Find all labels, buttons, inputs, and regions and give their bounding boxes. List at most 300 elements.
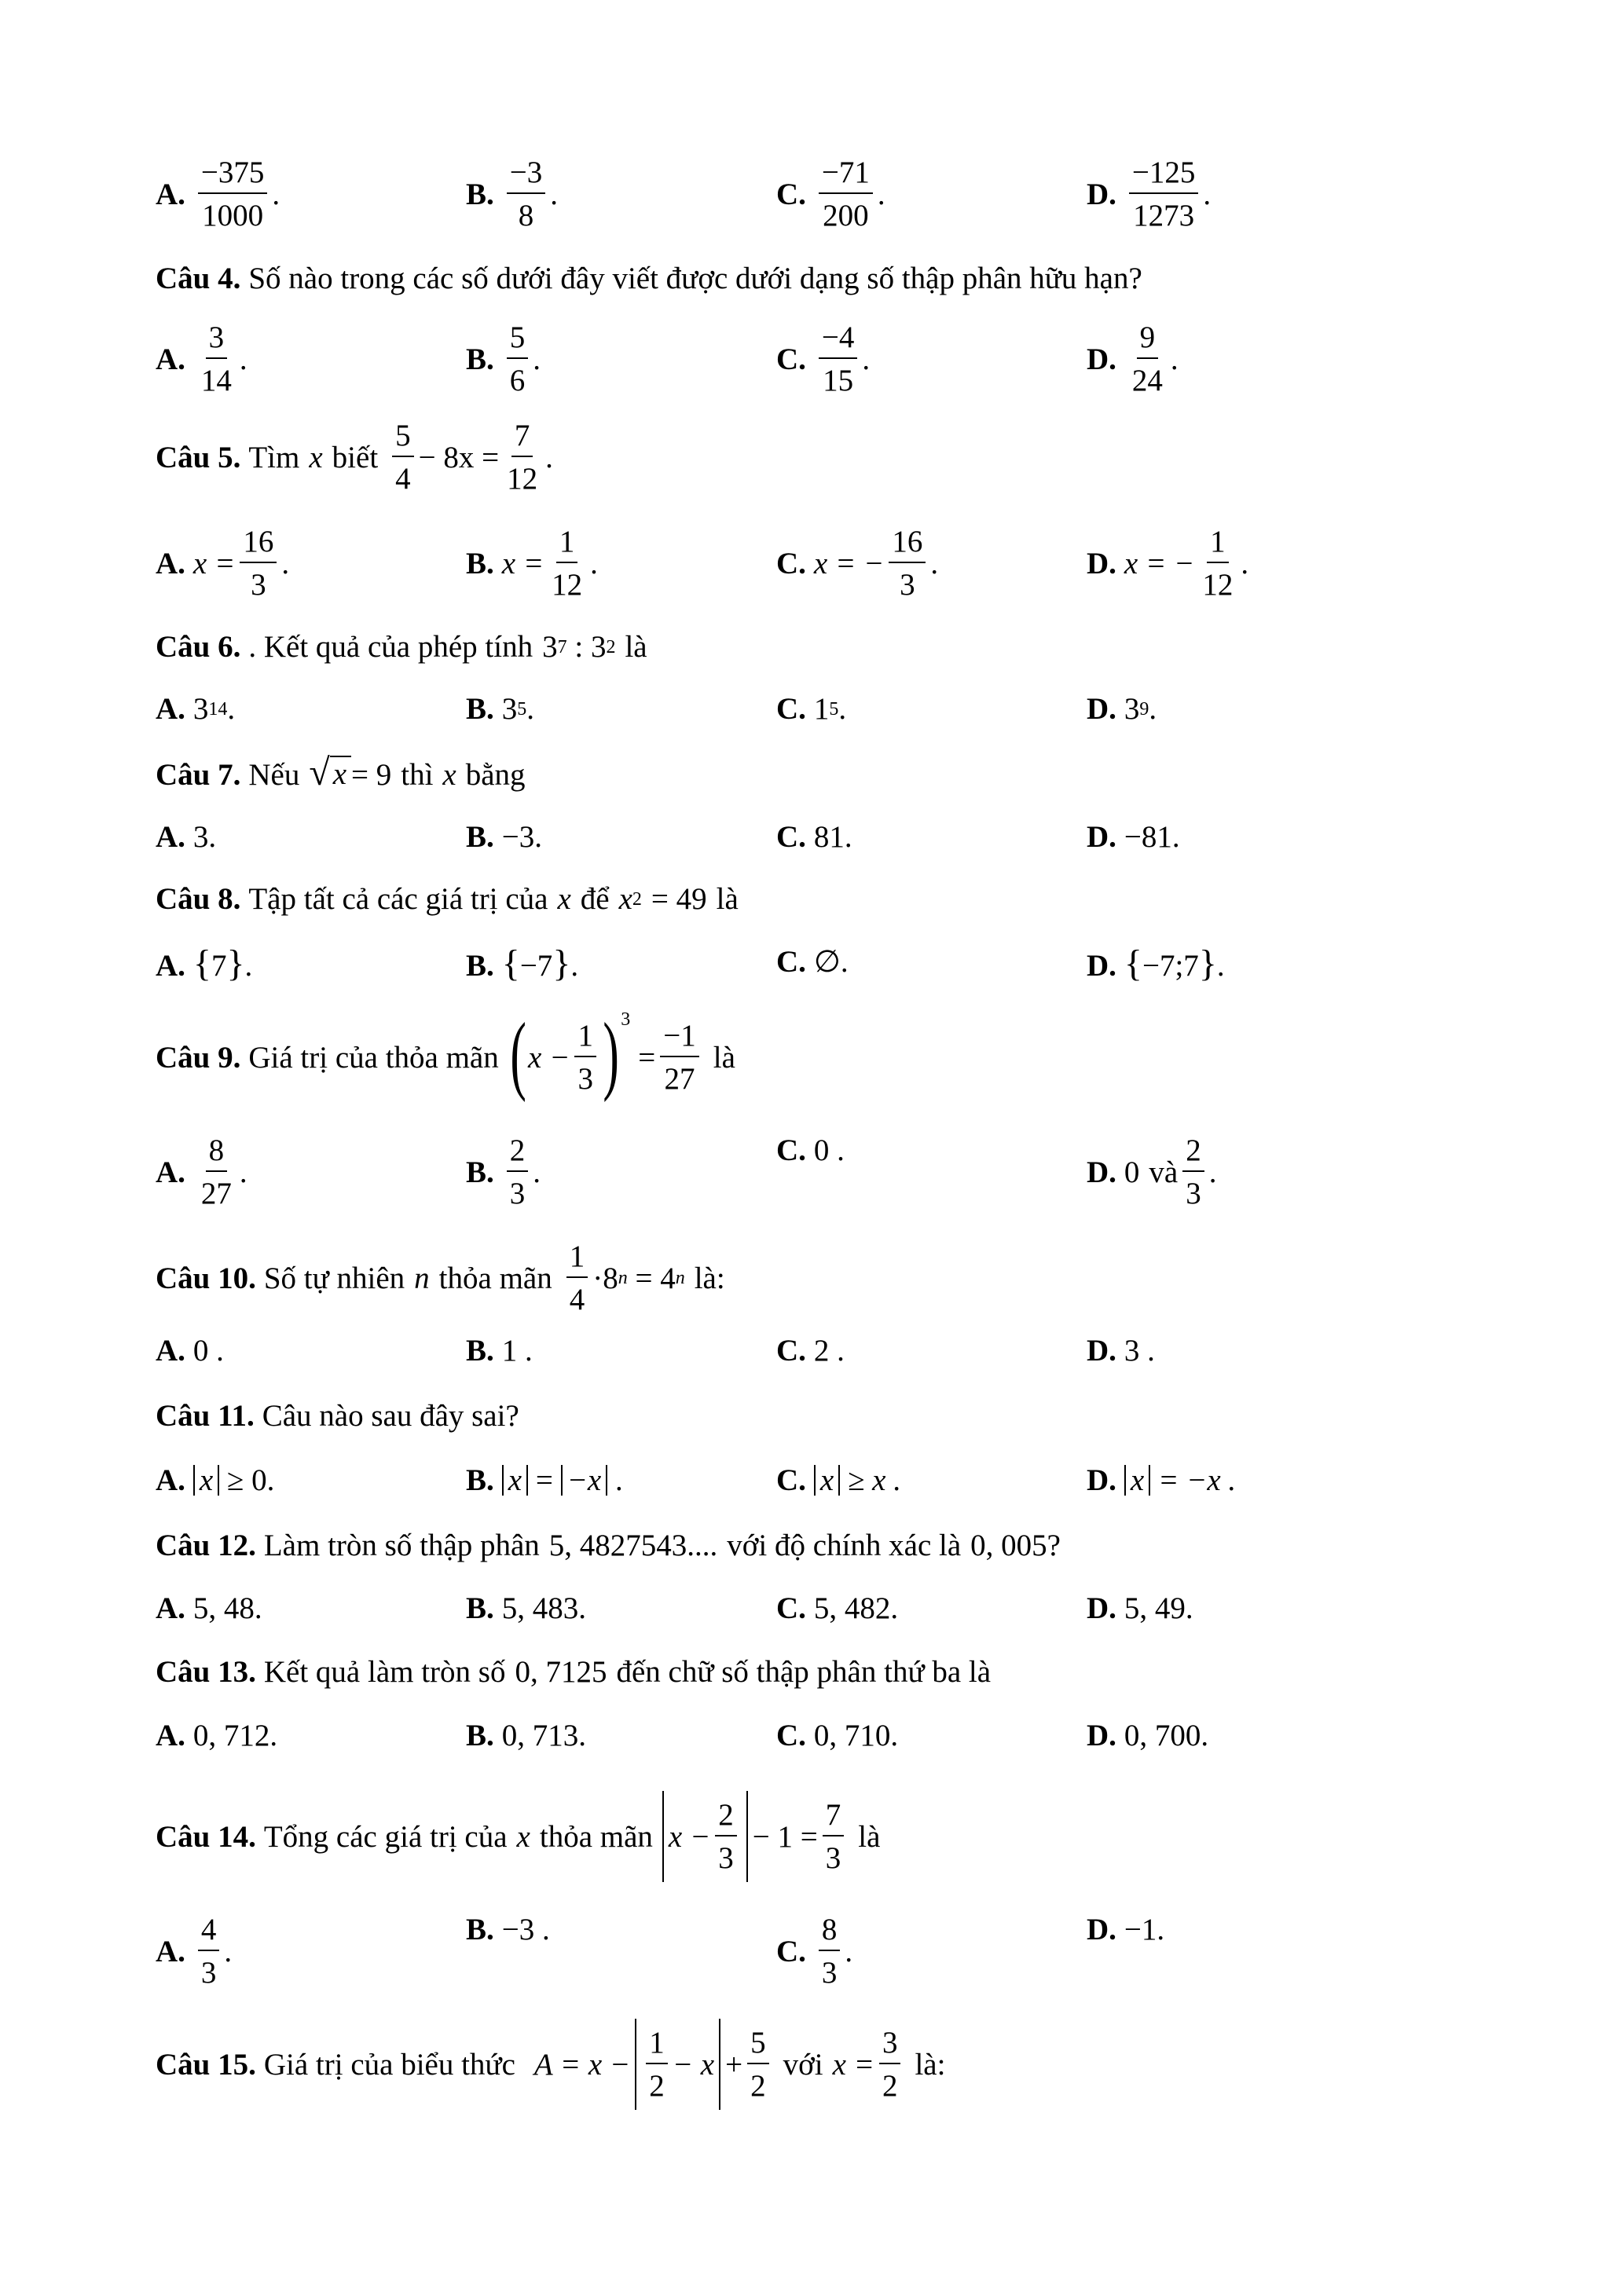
option-label: C. [776, 1463, 806, 1497]
question-text: Tập tất cả các giá trị của [248, 882, 548, 916]
equation-part: x = − [1124, 546, 1195, 580]
question-text: Số tự nhiên [263, 1261, 405, 1295]
option-value: −81. [1124, 820, 1180, 854]
option-label: B. [466, 1334, 494, 1368]
fraction [507, 1135, 529, 1209]
option-label: B. [466, 342, 494, 376]
q9-option-d[interactable] [1087, 1135, 1216, 1209]
numerator: 4 [198, 1914, 220, 1951]
q10-option-b[interactable] [466, 1335, 533, 1366]
punctuation: ? [1047, 1529, 1061, 1562]
operator: = [528, 1463, 561, 1497]
denominator: 4 [395, 462, 411, 496]
set-element: −7 [519, 948, 553, 983]
option-label: B. [466, 948, 494, 983]
numerator: 3 [879, 2027, 901, 2064]
punctuation: . [272, 177, 280, 211]
power-base: 1 [813, 692, 830, 726]
equation-part: − 8x = [418, 440, 500, 474]
q12-option-c[interactable] [776, 1593, 898, 1624]
q9-option-a[interactable] [156, 1135, 247, 1209]
punctuation: . [838, 692, 847, 726]
left-paren-icon: ( [510, 1005, 526, 1103]
q6-option-d[interactable]: D. 3 9 . [1087, 692, 1157, 726]
punctuation: . [533, 1155, 541, 1189]
numerator: 1 [566, 1241, 588, 1278]
q8-option-c[interactable] [776, 947, 849, 977]
equation-part: ≥ x . [840, 1463, 901, 1497]
option-label: D. [1087, 692, 1116, 726]
option-label: B. [466, 1591, 494, 1625]
q14-option-b[interactable] [466, 1914, 550, 1945]
option-value: 0 . [192, 1334, 224, 1368]
fraction [392, 420, 414, 494]
denominator: 3 [200, 1956, 217, 1990]
option-value: 5, 483. [501, 1591, 587, 1625]
q8-option-b[interactable] [466, 943, 579, 984]
punctuation: . [545, 440, 553, 474]
q4-option-a[interactable] [156, 322, 247, 396]
fraction [198, 1914, 220, 1988]
denominator: 2 [750, 2069, 766, 2103]
fraction [1129, 322, 1166, 396]
option-value: 3. [192, 820, 217, 854]
numerator: −71 [819, 157, 873, 194]
numerator: 1 [1207, 526, 1229, 563]
q7-option-c[interactable] [776, 822, 852, 852]
question-text: để [580, 882, 610, 916]
question-11 [156, 1401, 519, 1431]
power-base: 3 [590, 630, 607, 664]
option-value: 3 . [1124, 1334, 1155, 1368]
fraction [574, 1020, 596, 1094]
set-element: −7;7 [1142, 948, 1199, 983]
operator: : [566, 630, 591, 664]
denominator: 2 [649, 2069, 665, 2103]
question-text: Tìm [248, 440, 300, 474]
numerator: −125 [1129, 157, 1199, 194]
punctuation: . [1208, 1155, 1217, 1189]
question-6: Câu 6. . Kết quả của phép tính 3 7 : 3 2 là [156, 630, 647, 664]
power-base: 4 [660, 1261, 676, 1295]
option-label: A. [156, 1719, 185, 1752]
option-label: D. [1087, 177, 1116, 211]
question-text: . Kết quả của phép tính [248, 630, 533, 664]
power-base: 8 [603, 1261, 618, 1295]
option-label: B. [466, 1913, 494, 1946]
punctuation: . [550, 177, 559, 211]
punctuation: . [227, 692, 236, 726]
option-value: 1 . [501, 1334, 533, 1368]
absolute-value: x [1124, 1465, 1150, 1496]
question-text: thì [401, 757, 434, 792]
q12-option-a[interactable] [156, 1593, 262, 1624]
left-brace-icon: { [1124, 943, 1142, 984]
q6-option-a[interactable]: A. 3 14 . [156, 692, 236, 726]
q8-option-d[interactable] [1087, 943, 1225, 984]
question-9 [156, 1005, 735, 1103]
q3-option-c[interactable] [776, 157, 885, 231]
equation-part: ≥ 0. [219, 1463, 275, 1497]
question-number: Câu 5. [156, 440, 241, 474]
punctuation: . [607, 1463, 623, 1497]
numerator: 7 [511, 420, 533, 457]
option-label: C. [776, 1334, 806, 1368]
punctuation: . [244, 948, 253, 983]
option-label: B. [466, 820, 494, 854]
absolute-value: x [502, 1465, 528, 1496]
question-14 [156, 1791, 880, 1882]
variable: x [557, 882, 571, 916]
punctuation: . [930, 546, 939, 580]
set-element: 7 [211, 948, 227, 983]
question-4 [156, 263, 1142, 294]
q10-option-c[interactable] [776, 1335, 845, 1366]
option-label: C. [776, 1591, 806, 1625]
decimal-number: 0, 7125 [515, 1655, 607, 1689]
question-text: là: [694, 1261, 725, 1295]
power-base: x [618, 882, 632, 916]
question-text: với [783, 2047, 823, 2082]
q7-option-b[interactable] [466, 822, 542, 852]
punctuation: . [224, 1934, 233, 1968]
q14-option-d[interactable] [1087, 1914, 1164, 1945]
q9-option-b[interactable] [466, 1135, 541, 1209]
absolute-value [662, 1791, 748, 1882]
question-number: Câu 4. [156, 262, 241, 295]
variable: n [414, 1261, 430, 1295]
fraction [715, 1800, 737, 1873]
option-label: A. [156, 177, 185, 211]
punctuation: . [1241, 546, 1249, 580]
option-value: 0 . [813, 1133, 845, 1167]
numerator: 5 [507, 322, 529, 359]
option-label: A. [156, 1934, 185, 1968]
numerator: 5 [392, 420, 414, 457]
option-label: B. [466, 177, 494, 211]
punctuation: . [281, 546, 290, 580]
variable: x [309, 440, 323, 474]
numerator: 2 [1182, 1135, 1204, 1172]
q5-option-b[interactable] [466, 526, 598, 600]
question-text: Tổng các giá trị của [263, 1819, 508, 1854]
question-number: Câu 7. [156, 757, 241, 792]
question-text: với độ chính xác là [727, 1529, 962, 1562]
q5-option-a[interactable] [156, 526, 289, 600]
question-text: là [858, 1819, 881, 1854]
q13-option-d[interactable] [1087, 1720, 1208, 1751]
option-label: D. [1087, 948, 1116, 983]
denominator: 3 [821, 1956, 838, 1990]
question-text: Làm tròn số thập phân [263, 1529, 540, 1562]
denominator: 12 [507, 462, 538, 496]
numerator: 8 [206, 1135, 228, 1172]
numerator: −4 [819, 322, 858, 359]
q6-option-c[interactable]: C. 1 5 . [776, 692, 847, 726]
question-text: là [713, 1040, 735, 1075]
option-label: D. [1087, 342, 1116, 376]
numerator: 1 [646, 2027, 668, 2064]
q10-option-d[interactable] [1087, 1335, 1155, 1366]
option-label: D. [1087, 1913, 1116, 1946]
absolute-value [635, 2019, 720, 2110]
denominator: 27 [664, 1062, 695, 1096]
fraction [646, 2027, 668, 2101]
fraction [1182, 1135, 1204, 1209]
denominator: 3 [900, 568, 915, 602]
option-label: A. [156, 1334, 185, 1368]
variable: x [516, 1819, 530, 1854]
option-label: D. [1087, 1463, 1116, 1497]
option-value: 2 . [813, 1334, 845, 1368]
numerator: 16 [889, 526, 926, 563]
fraction [819, 157, 873, 231]
option-label: D. [1087, 546, 1116, 580]
q14-option-c[interactable] [776, 1914, 852, 1988]
q3-option-a[interactable] [156, 157, 280, 231]
radicand: x [330, 756, 351, 789]
right-brace-icon: } [226, 943, 245, 984]
option-label: C. [776, 177, 806, 211]
q3-option-b[interactable] [466, 157, 558, 231]
equation-part: x = [192, 546, 236, 580]
question-number: Câu 12. [156, 1529, 256, 1562]
decimal-number: 5, 4827543.... [548, 1529, 718, 1562]
exponent: 3 [621, 1009, 631, 1030]
fraction [198, 322, 235, 396]
equation-part: = [638, 1040, 656, 1075]
equation-part: = 49 [651, 882, 707, 916]
denominator: 3 [251, 568, 266, 602]
numerator: 1 [556, 526, 578, 563]
denominator: 4 [569, 1283, 585, 1316]
operator: + [725, 2047, 743, 2082]
radical-sign-icon: √ [309, 752, 330, 793]
question-13 [156, 1657, 991, 1687]
power-base: 3 [542, 630, 558, 664]
question-text: bằng [465, 757, 526, 792]
question-number: Câu 10. [156, 1261, 256, 1295]
punctuation: . [239, 1155, 247, 1189]
q4-option-d[interactable] [1087, 322, 1179, 396]
question-text: Giá trị của biểu thức [263, 2047, 515, 2082]
equation-part: − x [672, 2047, 715, 2082]
punctuation: . [877, 177, 885, 211]
absolute-value: −x [561, 1465, 608, 1496]
option-label: A. [156, 820, 185, 854]
q4-option-c[interactable] [776, 322, 870, 396]
option-value: −3. [501, 820, 543, 854]
denominator: 2 [882, 2069, 898, 2103]
fraction [198, 157, 268, 231]
fraction [823, 1800, 845, 1873]
option-label: B. [466, 692, 494, 726]
punctuation: . [239, 342, 247, 376]
option-label: B. [466, 1719, 494, 1752]
q14-option-a[interactable] [156, 1914, 232, 1988]
option-label: A. [156, 342, 185, 376]
option-label: C. [776, 945, 806, 979]
numerator: 2 [507, 1135, 529, 1172]
denominator: 3 [577, 1062, 593, 1096]
denominator: 3 [718, 1841, 734, 1875]
q11-option-d[interactable] [1087, 1465, 1236, 1496]
punctuation: . [570, 948, 579, 983]
fraction [819, 322, 858, 396]
question-number: Câu 8. [156, 882, 241, 916]
fraction [1129, 157, 1199, 231]
option-value: 5, 49. [1124, 1591, 1193, 1625]
question-text: là [625, 630, 647, 664]
numerator: −375 [198, 157, 268, 194]
equation-part: x = [501, 546, 544, 580]
numerator: 1 [574, 1020, 596, 1057]
question-5 [156, 420, 553, 494]
q5-option-c[interactable] [776, 526, 938, 600]
numerator: 16 [240, 526, 277, 563]
q11-option-b[interactable] [466, 1465, 623, 1496]
punctuation: . [1203, 177, 1212, 211]
q9-option-c[interactable] [776, 1135, 845, 1166]
denominator: 3 [509, 1177, 526, 1210]
option-label: B. [466, 546, 494, 580]
option-value: 5, 482. [813, 1591, 899, 1625]
option-label: C. [776, 1133, 806, 1167]
equation-part: − 1 = [752, 1819, 818, 1854]
option-label: A. [156, 546, 185, 580]
option-value: 0 [1124, 1155, 1140, 1189]
q13-option-b[interactable] [466, 1720, 586, 1751]
denominator: 24 [1131, 364, 1163, 397]
question-number: Câu 6. [156, 630, 241, 664]
q13-option-c[interactable] [776, 1720, 898, 1751]
denominator: 8 [518, 199, 534, 233]
option-label: A. [156, 692, 185, 726]
q10-option-a[interactable] [156, 1335, 224, 1366]
option-label: D. [1087, 820, 1116, 854]
fraction [879, 2027, 901, 2101]
equation-part: = 9 [351, 757, 392, 792]
fraction [504, 420, 541, 494]
question-10: Câu 10. Số tự nhiên n thỏa mãn $\frac{1}{4}$ · 8 n = 4 n là: [156, 1240, 725, 1316]
right-paren-icon: ) [603, 1005, 619, 1103]
question-number: Câu 11. [156, 1399, 255, 1433]
q7-option-d[interactable] [1087, 822, 1180, 852]
empty-set: ∅. [813, 945, 849, 979]
numerator: 8 [819, 1914, 841, 1951]
right-brace-icon: } [1198, 943, 1217, 984]
q4-option-b[interactable] [466, 322, 541, 396]
fraction [507, 157, 546, 231]
punctuation: . [845, 1934, 853, 1968]
q3-option-d[interactable] [1087, 157, 1211, 231]
question-text: Câu nào sau đây sai? [262, 1399, 519, 1433]
question-text: biết [332, 440, 379, 474]
option-label: D. [1087, 1719, 1116, 1752]
denominator: 12 [1202, 568, 1234, 602]
fraction [566, 1241, 588, 1315]
question-text: Nếu [248, 757, 300, 792]
denominator: 12 [552, 568, 583, 602]
punctuation: . [1216, 948, 1225, 983]
punctuation: . [533, 342, 541, 376]
question-15 [156, 2019, 945, 2110]
option-value: 0, 710. [813, 1719, 899, 1752]
equation-part: = −x . [1150, 1463, 1237, 1497]
option-label: A. [156, 1155, 185, 1189]
option-label: C. [776, 1934, 806, 1968]
equation-part: A = x − [533, 2047, 631, 2082]
q5-option-d[interactable] [1087, 526, 1248, 600]
option-value: 0, 700. [1124, 1719, 1209, 1752]
option-value: 5, 48. [192, 1591, 262, 1625]
punctuation: . [526, 692, 535, 726]
punctuation: . [862, 342, 871, 376]
power-base: 3 [1124, 692, 1140, 726]
operator: · [592, 1261, 603, 1295]
denominator: 3 [1186, 1177, 1201, 1210]
option-label: C. [776, 820, 806, 854]
question-text: thỏa mãn [438, 1261, 552, 1295]
option-value: −3 . [501, 1913, 550, 1946]
punctuation: . [1170, 342, 1179, 376]
q12-option-d[interactable] [1087, 1593, 1193, 1624]
fraction [507, 322, 529, 396]
punctuation: . [1149, 692, 1157, 726]
denominator: 1000 [202, 199, 264, 233]
numerator: 5 [747, 2027, 769, 2064]
fraction [747, 2027, 769, 2101]
option-label: C. [776, 546, 806, 580]
option-label: A. [156, 948, 185, 983]
numerator: −3 [507, 157, 546, 194]
question-number: Câu 9. [156, 1040, 241, 1075]
q11-option-c[interactable] [776, 1465, 901, 1496]
numerator: 2 [715, 1800, 737, 1836]
q7-option-a[interactable] [156, 822, 216, 852]
denominator: 3 [825, 1841, 841, 1875]
square-root [309, 752, 351, 793]
conjunction: và [1149, 1155, 1179, 1189]
denominator: 14 [200, 364, 232, 397]
absolute-value: x [814, 1465, 840, 1496]
option-value: 81. [813, 820, 852, 854]
q13-option-a[interactable] [156, 1720, 277, 1751]
question-text: đến chữ số thập phân thứ ba là [616, 1655, 992, 1689]
q6-option-b[interactable]: B. 3 5 . [466, 692, 535, 726]
q11-option-a[interactable] [156, 1465, 274, 1496]
fraction [660, 1020, 699, 1094]
decimal-number: 0, 005 [970, 1529, 1047, 1562]
question-8: Câu 8. Tập tất cả các giá trị của x để x 2 = 49 là [156, 882, 739, 916]
fraction [819, 1914, 841, 1988]
q12-option-b[interactable] [466, 1593, 586, 1624]
option-label: C. [776, 342, 806, 376]
question-text: Giá trị của thỏa mãn [248, 1040, 499, 1075]
question-text: Số nào trong các số dưới đây viết được dưới dạng số thập phân hữu hạn? [248, 262, 1142, 295]
question-text: là: [915, 2047, 946, 2082]
question-number: Câu 15. [156, 2047, 256, 2082]
fraction [548, 526, 585, 600]
numerator: −1 [660, 1020, 699, 1057]
option-label: C. [776, 1719, 806, 1752]
equation-part: x = − [813, 546, 885, 580]
left-brace-icon: { [192, 943, 211, 984]
option-label: C. [776, 692, 806, 726]
q8-option-a[interactable] [156, 943, 253, 984]
left-brace-icon: { [501, 943, 520, 984]
denominator: 200 [823, 199, 869, 233]
